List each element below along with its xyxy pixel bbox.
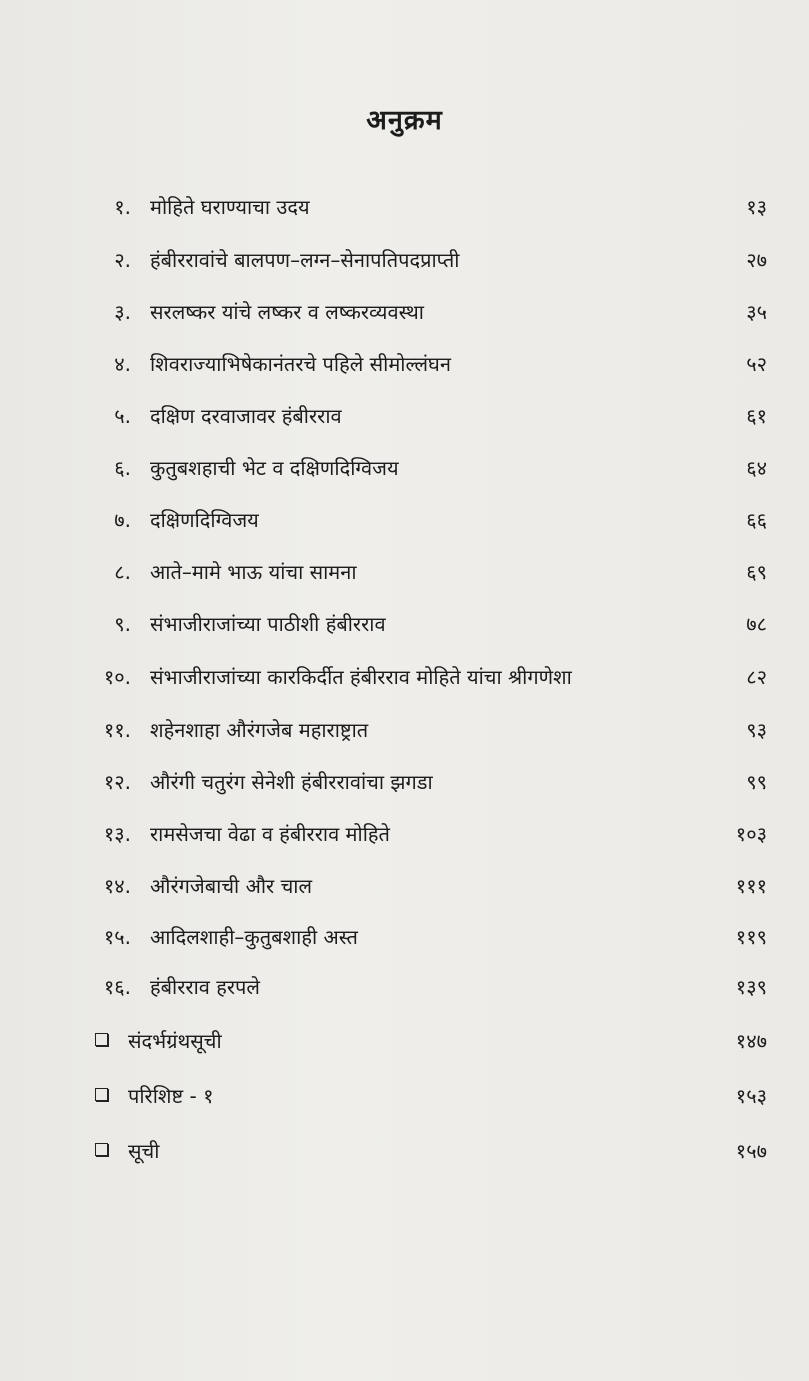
entry-page: १४७: [735, 1029, 767, 1053]
entry-title: हंबीररावांचे बालपण–लग्न–सेनापतिपदप्राप्ती: [150, 248, 460, 272]
entry-number: ४.: [114, 352, 131, 376]
entry-title: सूची: [128, 1139, 160, 1163]
entry-page: ६१: [746, 404, 767, 428]
toc-entry-3: [0, 298, 809, 338]
entry-page: ९३: [746, 718, 767, 742]
entry-number: १२.: [103, 770, 131, 794]
entry-title: आते–मामे भाऊ यांचा सामना: [150, 560, 357, 584]
toc-entry-2: [0, 246, 809, 286]
entry-number: ५.: [114, 404, 131, 428]
entry-page: १३: [746, 195, 767, 219]
entry-number: १३.: [103, 822, 131, 846]
entry-title: दक्षिण दरवाजावर हंबीरराव: [150, 404, 342, 428]
toc-entry-8: [0, 558, 809, 598]
entry-title: औरंगी चतुरंग सेनेशी हंबीररावांचा झगडा: [150, 770, 433, 794]
entry-number: ७.: [114, 508, 131, 532]
entry-number: ८.: [114, 560, 131, 584]
entry-page: ६६: [746, 508, 767, 532]
entry-page: ७८: [746, 612, 767, 636]
square-bullet-icon: [95, 1143, 108, 1156]
entry-number: १०.: [103, 665, 131, 689]
toc-entry-14: [0, 872, 809, 912]
toc-entry-12: [0, 768, 809, 808]
entry-page: ९९: [746, 770, 767, 794]
entry-title: औरंगजेबाची और चाल: [150, 874, 313, 898]
entry-title: शहेनशाहा औरंगजेब महाराष्ट्रात: [150, 718, 369, 742]
entry-page: १०३: [735, 822, 767, 846]
entry-page: १५७: [735, 1139, 767, 1163]
entry-page: १३९: [735, 975, 767, 999]
entry-number: ९.: [114, 612, 131, 636]
appendix-entry-index: [0, 1137, 809, 1177]
toc-entry-15: [0, 923, 809, 963]
entry-title: सरलष्कर यांचे लष्कर व लष्करव्यवस्था: [150, 300, 424, 324]
toc-entry-7: [0, 506, 809, 546]
entry-number: ६.: [114, 456, 131, 480]
page-title: अनुक्रम: [366, 105, 443, 136]
entry-number: १६.: [103, 975, 131, 999]
square-bullet-icon: [95, 1033, 108, 1046]
entry-title: आदिलशाही–कुतुबशाही अस्त: [150, 925, 358, 949]
toc-entry-16: [0, 973, 809, 1013]
entry-page: १११: [735, 874, 767, 898]
toc-entry-13: [0, 820, 809, 860]
toc-entry-4: [0, 350, 809, 390]
square-bullet-icon: [95, 1088, 108, 1101]
entry-page: ३५: [746, 300, 767, 324]
entry-title: कुतुबशहाची भेट व दक्षिणदिग्विजय: [150, 456, 399, 480]
entry-number: १५.: [103, 925, 131, 949]
entry-page: ११९: [735, 925, 767, 949]
toc-entry-9: [0, 610, 809, 650]
entry-title: संभाजीराजांच्या कारकिर्दीत हंबीरराव मोहिते यांचा श्रीगणेशा: [150, 665, 572, 689]
entry-page: २७: [746, 248, 767, 272]
entry-page: ५२: [746, 352, 767, 376]
toc-entry-6: [0, 454, 809, 494]
entry-title: रामसेजचा वेढा व हंबीरराव मोहिते: [150, 822, 390, 846]
entry-page: ६४: [746, 456, 767, 480]
toc-entry-5: [0, 402, 809, 442]
entry-number: ३.: [114, 300, 131, 324]
appendix-entry-annex: [0, 1082, 809, 1122]
entry-title: संभाजीराजांच्या पाठीशी हंबीरराव: [150, 612, 386, 636]
entry-number: २.: [114, 248, 131, 272]
entry-title: दक्षिणदिग्विजय: [150, 508, 259, 532]
appendix-entry-bibliography: [0, 1027, 809, 1067]
entry-page: ८२: [746, 665, 767, 689]
toc-entry-11: [0, 716, 809, 756]
entry-title: हंबीरराव हरपले: [150, 975, 260, 999]
entry-number: १४.: [103, 874, 131, 898]
entry-title: शिवराज्याभिषेकानंतरचे पहिले सीमोल्लंघन: [150, 352, 451, 376]
entry-number: १.: [114, 195, 131, 219]
entry-page: ६९: [746, 560, 767, 584]
entry-title: संदर्भग्रंथसूची: [128, 1029, 222, 1053]
entry-title: परिशिष्ट - १: [128, 1084, 214, 1108]
entry-number: ११.: [103, 718, 131, 742]
toc-entry-10: [0, 663, 809, 703]
toc-entry-1: [0, 193, 809, 233]
entry-title: मोहिते घराण्याचा उदय: [150, 195, 310, 219]
entry-page: १५३: [735, 1084, 767, 1108]
